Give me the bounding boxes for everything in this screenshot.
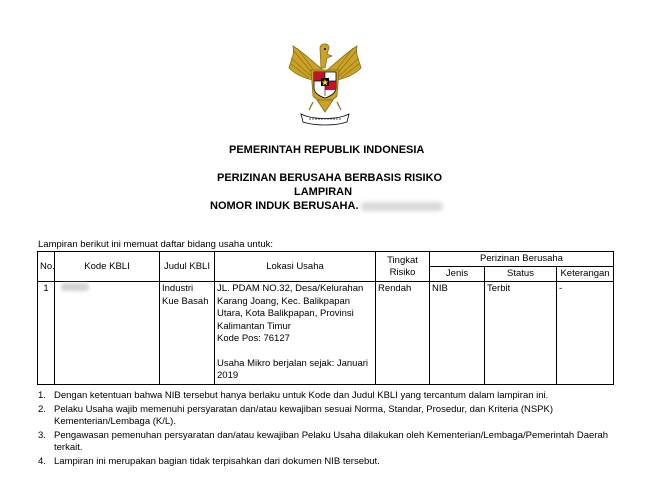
cell-no: 1 xyxy=(38,282,55,385)
note-item xyxy=(38,390,618,402)
header-lampiran: LAMPIRAN xyxy=(294,186,353,198)
th-kode-kbli: Kode KBLI xyxy=(55,252,160,282)
header-nib-label xyxy=(210,200,443,212)
th-jenis: Jenis xyxy=(430,267,485,282)
th-perizinan-berusaha: Perizinan Berusaha xyxy=(430,252,614,267)
intro-text: Lampiran berikut ini memuat daftar bidang usaha untuk: xyxy=(38,239,273,250)
cell-keterangan: - xyxy=(557,282,614,385)
redacted-nib-number xyxy=(361,202,443,211)
th-status: Status xyxy=(485,267,557,282)
note-number: 4. xyxy=(38,456,46,467)
note-text: Dengan ketentuan bahwa NIB tersebut hanya berlaku untuk Kode dan Judul KBLI yang tercantum dalam lampiran ini. xyxy=(54,390,549,401)
kbli-table xyxy=(37,251,614,385)
cell-lokasi-usaha xyxy=(215,282,376,385)
note-text: Pelaku Usaha wajib memenuhi persyaratan dan/atau kewajiban sesuai Norma, Standar, Prosedur, dan Kriteria (NSPK) Kementerian/Lembaga (K/L). xyxy=(54,404,554,427)
cell-jenis: NIB xyxy=(430,282,485,385)
note-item xyxy=(38,404,618,428)
cell-status: Terbit xyxy=(485,282,557,385)
note-text: Lampiran ini merupakan bagian tidak terpisahkan dari dokumen NIB tersebut. xyxy=(54,456,380,467)
notes-list xyxy=(38,390,618,470)
th-judul-kbli: Judul KBLI xyxy=(160,252,215,282)
note-number: 2. xyxy=(38,404,46,415)
th-lokasi-usaha: Lokasi Usaha xyxy=(215,252,376,282)
header-perizinan: PERIZINAN BERUSAHA BERBASIS RISIKO xyxy=(217,172,443,184)
lokasi-address: JL. PDAM NO.32, Desa/Kelurahan Karang Joang, Kec. Balikpapan Utara, Kota Balikpapan, Provinsi Kalimantan Timur xyxy=(217,283,364,332)
note-item xyxy=(38,456,618,468)
cell-judul-kbli: Industri Kue Basah xyxy=(160,282,215,385)
nib-label-text: NOMOR INDUK BERUSAHA. xyxy=(210,200,359,212)
garuda-emblem-icon xyxy=(287,40,363,126)
note-number: 1. xyxy=(38,390,46,401)
note-text: Pengawasan pemenuhan persyaratan dan/atau kewajiban Pelaku Usaha dilakukan oleh Kementerian/Lembaga/Pemerintah Daerah terkait. xyxy=(54,430,609,453)
th-keterangan: Keterangan xyxy=(557,267,614,282)
redacted-kode-kbli xyxy=(61,283,89,291)
cell-kode-kbli xyxy=(55,282,160,385)
note-number: 3. xyxy=(38,430,46,441)
header-government: PEMERINTAH REPUBLIK INDONESIA xyxy=(229,144,425,156)
table-row xyxy=(38,282,614,385)
note-item xyxy=(38,430,618,454)
th-tingkat-risiko: Tingkat Risiko xyxy=(376,252,430,282)
cell-tingkat-risiko: Rendah xyxy=(376,282,430,385)
lokasi-kode-pos: Kode Pos: 76127 xyxy=(217,333,290,344)
lokasi-usaha-mikro: Usaha Mikro berjalan sejak: Januari 2019 xyxy=(217,357,369,381)
th-no: No. xyxy=(38,252,55,282)
